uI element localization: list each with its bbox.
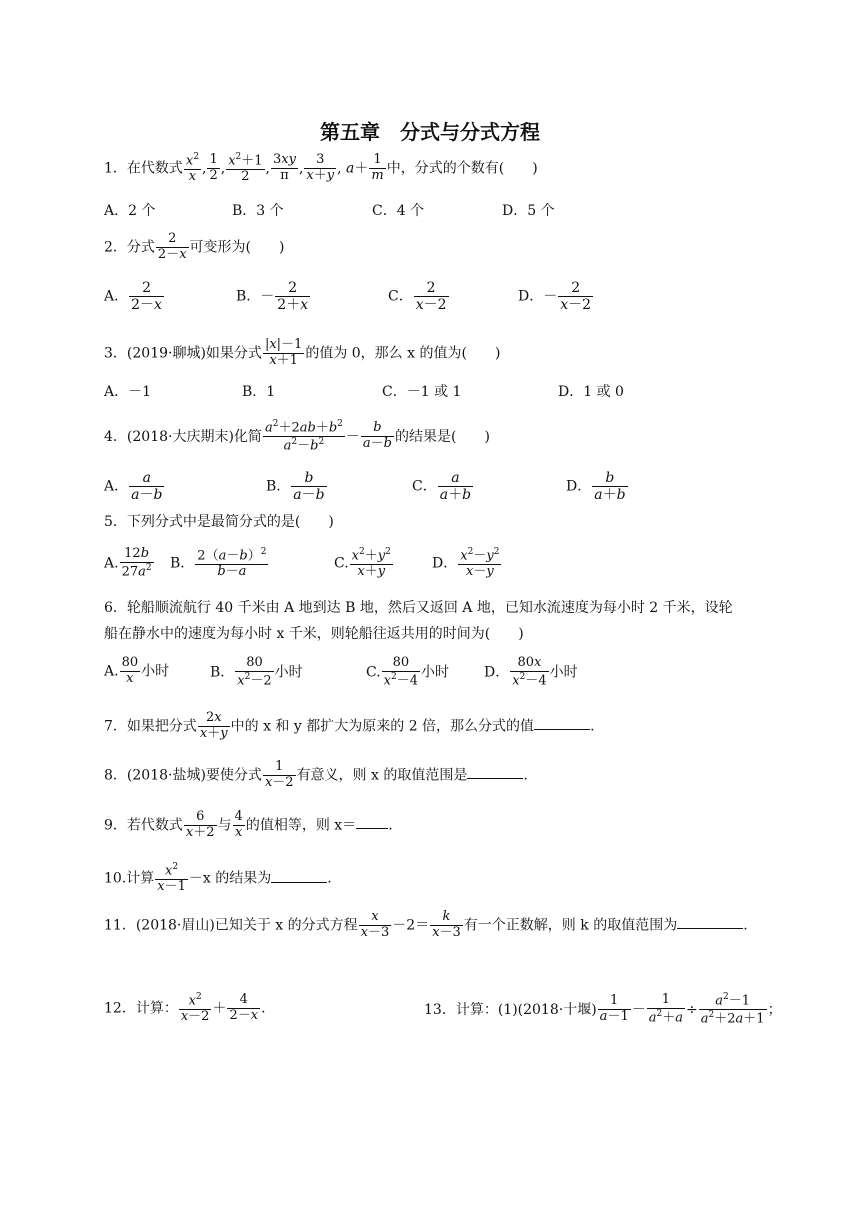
question-10: 10.计算 $\frac{x^2}{x-1}$ －x 的结果为 . bbox=[104, 862, 332, 895]
question-8: 8．(2018·盐城)要使分式 $\frac{1}{x-2}$ 有意义，则 x 的取值范围是 . bbox=[104, 759, 528, 790]
question-1: 1．在代数式 $\frac{x^2}{x}$ , $\frac{1}{2}$ , $\frac{x^2+1}{2}$ , $\frac{3xy}{\pi}$ , $\frac{3}{x+y}$ , a＋ $\frac{1}{m}$ 中，分式的个数有( ) bbox=[104, 152, 538, 185]
option-a: A．2 个 bbox=[104, 203, 156, 219]
option-d: D． $\frac{b}{a+b}$ bbox=[566, 470, 626, 504]
option-a: A. $\frac{80}{x}$ 小时 bbox=[104, 655, 170, 686]
fraction: $\frac{x}{x-3}$ bbox=[360, 909, 390, 940]
option-c: C． $\frac{2}{x-2}$ bbox=[388, 280, 447, 314]
fraction: $\frac{1}{m}$ bbox=[371, 152, 384, 184]
fraction: $\frac{1}{2}$ bbox=[209, 152, 218, 184]
fraction: $\frac{|x|-1}{x+1}$ bbox=[264, 337, 303, 368]
question-4: 4．(2018·大庆期末)化简 $\frac{a^2+2ab+b^2}{a^2-b^2}$ － $\frac{b}{a-b}$ 的结果是( ) bbox=[104, 419, 490, 454]
answer-blank[interactable] bbox=[677, 914, 743, 929]
option-b: B．1 bbox=[242, 384, 276, 400]
fraction: $\frac{4}{2-x}$ bbox=[229, 992, 259, 1024]
option-b: B． $\frac{80}{x^2-2}$ 小时 bbox=[210, 655, 303, 689]
fraction: $\frac{3xy}{\pi}$ bbox=[273, 152, 296, 184]
fraction: $\frac{4}{x}$ bbox=[234, 809, 243, 840]
fraction: $\frac{x^2}{x-2}$ bbox=[180, 992, 210, 1025]
question-11: 11．(2018·眉山)已知关于 x 的分式方程 $\frac{x}{x-3}$ －2＝ $\frac{k}{x-3}$ 有一个正数解，则 k 的取值范围为 . bbox=[104, 909, 748, 940]
fraction: $\frac{a^2+2ab+b^2}{a^2-b^2}$ bbox=[264, 419, 343, 454]
option-d: D．5 个 bbox=[502, 203, 555, 219]
fraction: $\frac{b}{a-b}$ bbox=[362, 420, 392, 452]
option-d: D．1 或 0 bbox=[558, 384, 624, 400]
question-9: 9．若代数式 $\frac{6}{x+2}$ 与 $\frac{4}{x}$ 的值相等，则 x＝ . bbox=[104, 809, 393, 840]
option-a: A. $\frac{12b}{27a^2}$ bbox=[104, 546, 152, 580]
option-a: A． $\frac{a}{a-b}$ bbox=[104, 470, 163, 504]
option-c: C. $\frac{80}{x^2-4}$ 小时 bbox=[366, 655, 450, 689]
option-c: C．－1 或 1 bbox=[382, 384, 462, 400]
question-2: 2．分式 $\frac{2}{2-x}$ 可变形为( ) bbox=[104, 231, 285, 262]
fraction: $\frac{1}{a-1}$ bbox=[599, 993, 629, 1025]
option-d: D．－ $\frac{2}{x-2}$ bbox=[518, 280, 592, 314]
question-6-line-1: 6．轮船顺流航行 40 千米由 A 地到达 B 地，然后又返回 A 地，已知水流速度为每小时 2 千米，设轮 bbox=[104, 600, 733, 616]
option-c: C. $\frac{x^2+y^2}{x+y}$ bbox=[334, 547, 391, 580]
question-13: 13．计算：(1)(2018·十堰) $\frac{1}{a-1}$ － $\frac{1}{a^2+a}$ ÷ $\frac{a^2-1}{a^2+2a+1}$ ； bbox=[424, 992, 782, 1027]
option-a: A． $\frac{2}{2-x}$ bbox=[104, 280, 162, 314]
fraction: $\frac{2}{2-x}$ bbox=[157, 231, 187, 262]
fraction: $\frac{a^2-1}{a^2+2a+1}$ bbox=[700, 992, 765, 1027]
option-c: C．4 个 bbox=[372, 203, 425, 219]
answer-blank[interactable] bbox=[356, 814, 388, 829]
option-b: B． $\frac{b}{a-b}$ bbox=[266, 470, 325, 504]
fraction: $\frac{1}{a^2+a}$ bbox=[648, 992, 683, 1026]
question-7: 7．如果把分式 $\frac{2x}{x+y}$ 中的 x 和 y 都扩大为原来的 2 倍，那么分式的值 . bbox=[104, 710, 595, 741]
fraction: $\frac{x^2+1}{2}$ bbox=[228, 152, 263, 185]
chapter-title: 第五章 分式与分式方程 bbox=[320, 120, 540, 144]
option-d: D． $\frac{x^2-y^2}{x-y}$ bbox=[432, 547, 500, 580]
answer-blank[interactable] bbox=[271, 868, 327, 883]
fraction: $\frac{3}{x+y}$ bbox=[306, 152, 335, 184]
fraction: $\frac{x^2}{x-1}$ bbox=[157, 862, 186, 895]
option-b: B． $\frac{2(a-b)^2}{b-a}$ bbox=[170, 547, 267, 580]
option-d: D． $\frac{80x}{x^2-4}$ 小时 bbox=[484, 655, 578, 689]
question-3: 3．(2019·聊城)如果分式 $\frac{|x|-1}{x+1}$ 的值为 0，那么 x 的值为( ) bbox=[104, 337, 501, 368]
answer-blank[interactable] bbox=[534, 715, 590, 730]
option-c: C． $\frac{a}{a+b}$ bbox=[412, 470, 472, 504]
option-b: B．3 个 bbox=[232, 203, 284, 219]
fraction: $\frac{1}{x-2}$ bbox=[264, 759, 294, 790]
option-b: B．－ $\frac{2}{2+x}$ bbox=[236, 280, 309, 314]
question-5: 5．下列分式中是最简分式的是( ) bbox=[104, 514, 334, 530]
fraction: $\frac{6}{x+2}$ bbox=[185, 809, 215, 840]
option-a: A．－1 bbox=[104, 384, 152, 400]
question-12: 12．计算： $\frac{x^2}{x-2}$ ＋ $\frac{4}{2-x}$ . bbox=[104, 992, 266, 1025]
fraction: $\frac{k}{x-3}$ bbox=[432, 909, 461, 940]
question-6-line-2: 船在静水中的速度为每小时 x 千米，则轮船往返共用的时间为( ) bbox=[104, 626, 524, 642]
fraction: $\frac{x^2}{x}$ bbox=[185, 152, 199, 185]
fraction: $\frac{2x}{x+y}$ bbox=[199, 710, 228, 741]
answer-blank[interactable] bbox=[467, 764, 523, 779]
